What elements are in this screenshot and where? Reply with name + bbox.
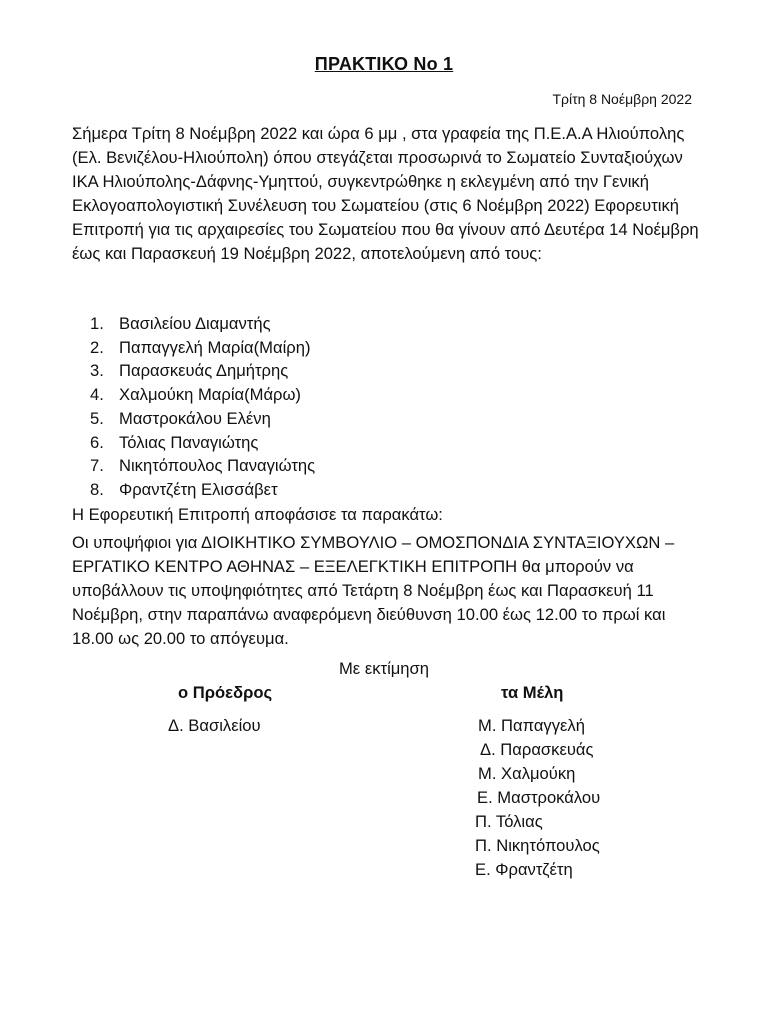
committee-members-list [90, 312, 315, 502]
member-signature: Μ. Χαλμούκη [478, 764, 576, 783]
decision-intro: Η Εφορευτική Επιτροπή αποφάσισε τα παρακάτω: [72, 505, 443, 524]
members-heading: τα Μέλη [501, 683, 564, 702]
member-signature: Μ. Παπαγγελή [478, 716, 585, 735]
list-item: 8. Φραντζέτη Ελισσάβετ [90, 479, 278, 499]
list-item: 7. Νικητόπουλος Παναγιώτης [90, 456, 316, 476]
member-signature: Π. Τόλιας [475, 812, 543, 831]
document-title: ΠΡΑΚΤΙΚΟ Νο 1 [314, 54, 454, 74]
list-item: 3. Παρασκευάς Δημήτρης [90, 361, 289, 381]
list-item: 2. Παπαγγελή Μαρία(Μαίρη) [90, 337, 311, 357]
intro-paragraph: Σήμερα Τρίτη 8 Νοέμβρη 2022 και ώρα 6 μμ , στα γραφεία της Π.Ε.Α.Α Ηλιούπολης (Ελ. Βενιζέλου-Ηλιούπολη) όπου στεγάζεται προσωρινά το Σωματείο Συνταξιούχων ΙΚΑ Ηλιούπολης-Δάφνης-Υμηττού, συγκεντρώθηκε η εκλεγμένη από την Γενική Εκλογοαπολογιστική Συνέλευση του Σωματείου (στις 6 Νοέμβρη 2022) Εφορευτική Επιτροπή για τις αρχαιρεσίες του Σωματείου που θα γίνουν από Δευτέρα 14 Νοέμβρη έως και Παρασκευή 19 Νοέμβρη 2022, αποτελούμενη από τους: [72, 124, 699, 263]
decision-paragraph: Οι υποψήφιοι για ΔΙΟΙΚΗΤΙΚΟ ΣΥΜΒΟΥΛΙΟ – ΟΜΟΣΠΟΝΔΙΑ ΣΥΝΤΑΞΙΟΥΧΩΝ – ΕΡΓΑΤΙΚΟ ΚΕΝΤΡΟ ΑΘΗΝΑΣ – ΕΞΕΛΕΓΚΤΙΚΗ ΕΠΙΤΡΟΠΗ θα μπορούν να υποβάλλουν τις υποψηφιότητες από Τετάρτη 8 Νοέμβρη έως και Παρασκευή 11 Νοέμβρη, στην παραπάνω αναφερόμενη διεύθυνση 10.00 έως 12.00 το πρωί και 18.00 ως 20.00 το απόγευμα. [72, 533, 675, 648]
president-signature: Δ. Βασιλείου [168, 716, 261, 735]
list-item: 4. Χαλμούκη Μαρία(Μάρω) [90, 385, 301, 405]
document-date: Τρίτη 8 Νοέμβρη 2022 [552, 91, 692, 107]
list-item: 6. Τόλιας Παναγιώτης [90, 432, 259, 452]
list-item: 5. Μαστροκάλου Ελένη [90, 408, 271, 428]
member-signatures-list [474, 714, 600, 882]
member-signature: Ε. Φραντζέτη [475, 860, 573, 879]
member-signature: Π. Νικητόπουλος [475, 836, 600, 855]
list-item: 1. Βασιλείου Διαμαντής [90, 314, 271, 333]
member-signature: Ε. Μαστροκάλου [477, 788, 601, 807]
president-heading: ο Πρόεδρος [178, 683, 273, 702]
member-signature: Δ. Παρασκευάς [480, 740, 594, 759]
closing-regards: Με εκτίμηση [338, 659, 430, 678]
